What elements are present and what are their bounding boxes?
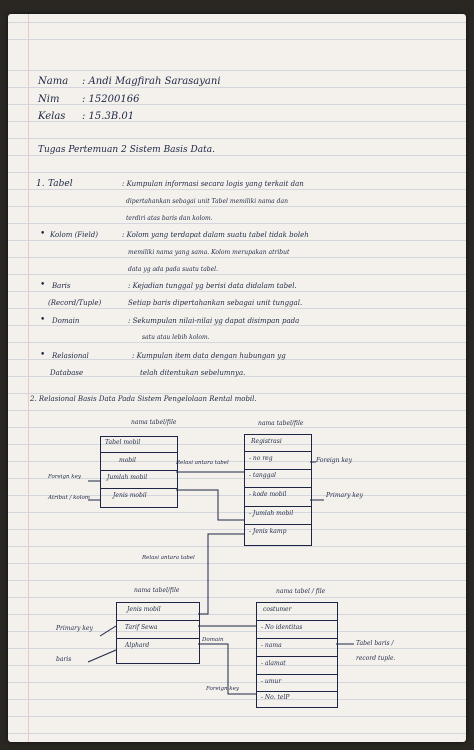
domain-term: Domain	[52, 317, 80, 325]
section2-title: 2. Relasional Basis Data Pada Sistem Pengelolaan Rental mobil.	[30, 395, 257, 403]
table-row: - kode mobil	[249, 491, 287, 498]
kolom-def-line1: : Kolom yang terdapat dalam suatu tabel tidak boleh	[122, 231, 309, 239]
kelas-label: Kelas	[38, 111, 66, 122]
relasional-sub: Database	[50, 369, 84, 377]
relasional-bullet: •	[40, 350, 46, 360]
table-row: - No. telP	[261, 694, 290, 701]
label-domain: Domain	[202, 637, 224, 643]
label-relasi-atas: Relasi antara tabel	[176, 460, 229, 466]
label-nama-tabel-mobil: nama tabel/file	[131, 419, 177, 426]
table-header: Jenis mobil	[127, 606, 161, 613]
diagram-connectors	[8, 14, 466, 742]
label-nama-tabel-costumer: nama tabel / file	[276, 588, 326, 595]
domain-bullet: •	[40, 315, 46, 325]
label-foreign-key-right: Foreign key	[316, 457, 352, 464]
nim-value: : 15200166	[82, 94, 140, 105]
table-header: Tabel mobil	[105, 439, 141, 446]
baris-bullet: •	[40, 280, 46, 290]
kelas-value: : 15.3B.01	[82, 111, 135, 122]
relasional-term: Relasional	[52, 352, 89, 360]
label-primary-key-right: Primary key	[326, 492, 363, 499]
nama-label: Nama	[38, 76, 69, 87]
baris-sub: (Record/Tuple)	[48, 299, 102, 307]
label-record-tuple: record tuple.	[356, 655, 396, 662]
label-atribut-kolom: Atribut / kolom	[48, 495, 91, 501]
tabel-def-line1: : Kumpulan informasi secara logis yang terkait dan	[122, 180, 304, 188]
kolom-def-line2: memiliki nama yang sama. Kolom merupakan atribut	[128, 249, 290, 256]
label-foreign-key-left: Foreign key	[48, 474, 81, 480]
table-header: Registrasi	[251, 438, 282, 445]
tabel-term: Tabel	[48, 179, 73, 189]
label-nama-tabel-registrasi: nama tabel/file	[258, 420, 304, 427]
tabel-def-line2: dipertahankan sebagai unit Tabel memiliki nama dan	[126, 198, 288, 205]
connector-line	[198, 644, 256, 694]
notebook-page	[8, 14, 466, 742]
table-header: costumer	[263, 606, 292, 613]
table-row: - No identitas	[261, 624, 303, 631]
table-row: - Jenis kamp	[249, 528, 287, 535]
baris-def-line2: Setiap baris dipertahankan sebagai unit tunggal.	[128, 299, 303, 307]
nama-value: : Andi Magfirah Sarasayani	[82, 76, 221, 87]
label-relasi-tengah: Relasi antara tabel	[142, 555, 195, 561]
connector-line	[100, 626, 116, 636]
table-row: Jenis mobil	[113, 492, 147, 499]
table-row: mobil	[119, 457, 136, 464]
domain-def-line2: satu atau lebih kolom.	[142, 334, 210, 341]
relasional-def-line2: telah ditentukan sebelumnya.	[140, 369, 246, 377]
connector-line	[198, 534, 244, 614]
label-tabel-baris: Tabel baris /	[356, 640, 394, 647]
kolom-bullet: •	[40, 229, 46, 239]
label-primary-key-bottom: Primary key	[56, 625, 93, 632]
label-foreign-key-bottom: Foreign key	[206, 686, 239, 692]
section1-number: 1.	[36, 179, 45, 189]
nim-label: Nim	[38, 94, 60, 105]
relasional-def-line1: : Kumpulan item data dengan hubungan yg	[132, 352, 286, 360]
kolom-def-line3: data yg ada pada suatu tabel.	[128, 266, 219, 273]
tabel-def-line3: terdiri atas baris dan kolom.	[126, 215, 213, 222]
connector-line	[176, 490, 244, 520]
table-row: - nama	[261, 642, 282, 649]
connector-line	[88, 650, 116, 662]
table-row: Jumlah mobil	[107, 474, 148, 481]
table-row: - tanggal	[249, 472, 276, 479]
table-row: Tarif Sewa	[125, 624, 158, 631]
label-baris: baris	[56, 656, 72, 663]
table-row: Alphard	[125, 642, 150, 649]
domain-def-line1: : Sekumpulan nilai-nilai yg dapat disimpan pada	[128, 317, 300, 325]
page-title: Tugas Pertemuan 2 Sistem Basis Data.	[38, 145, 215, 155]
label-nama-tabel-jenis: nama tabel/file	[134, 587, 180, 594]
table-row: - alamat	[261, 660, 286, 667]
table-row: - umur	[261, 678, 282, 685]
table-row: - no reg	[249, 455, 273, 462]
table-row: - Jumlah mobil	[249, 510, 294, 517]
baris-term: Baris	[52, 282, 71, 290]
kolom-term: Kolom (Field)	[50, 231, 98, 239]
baris-def-line1: : Kejadian tunggal yg berisi data didalam tabel.	[128, 282, 297, 290]
